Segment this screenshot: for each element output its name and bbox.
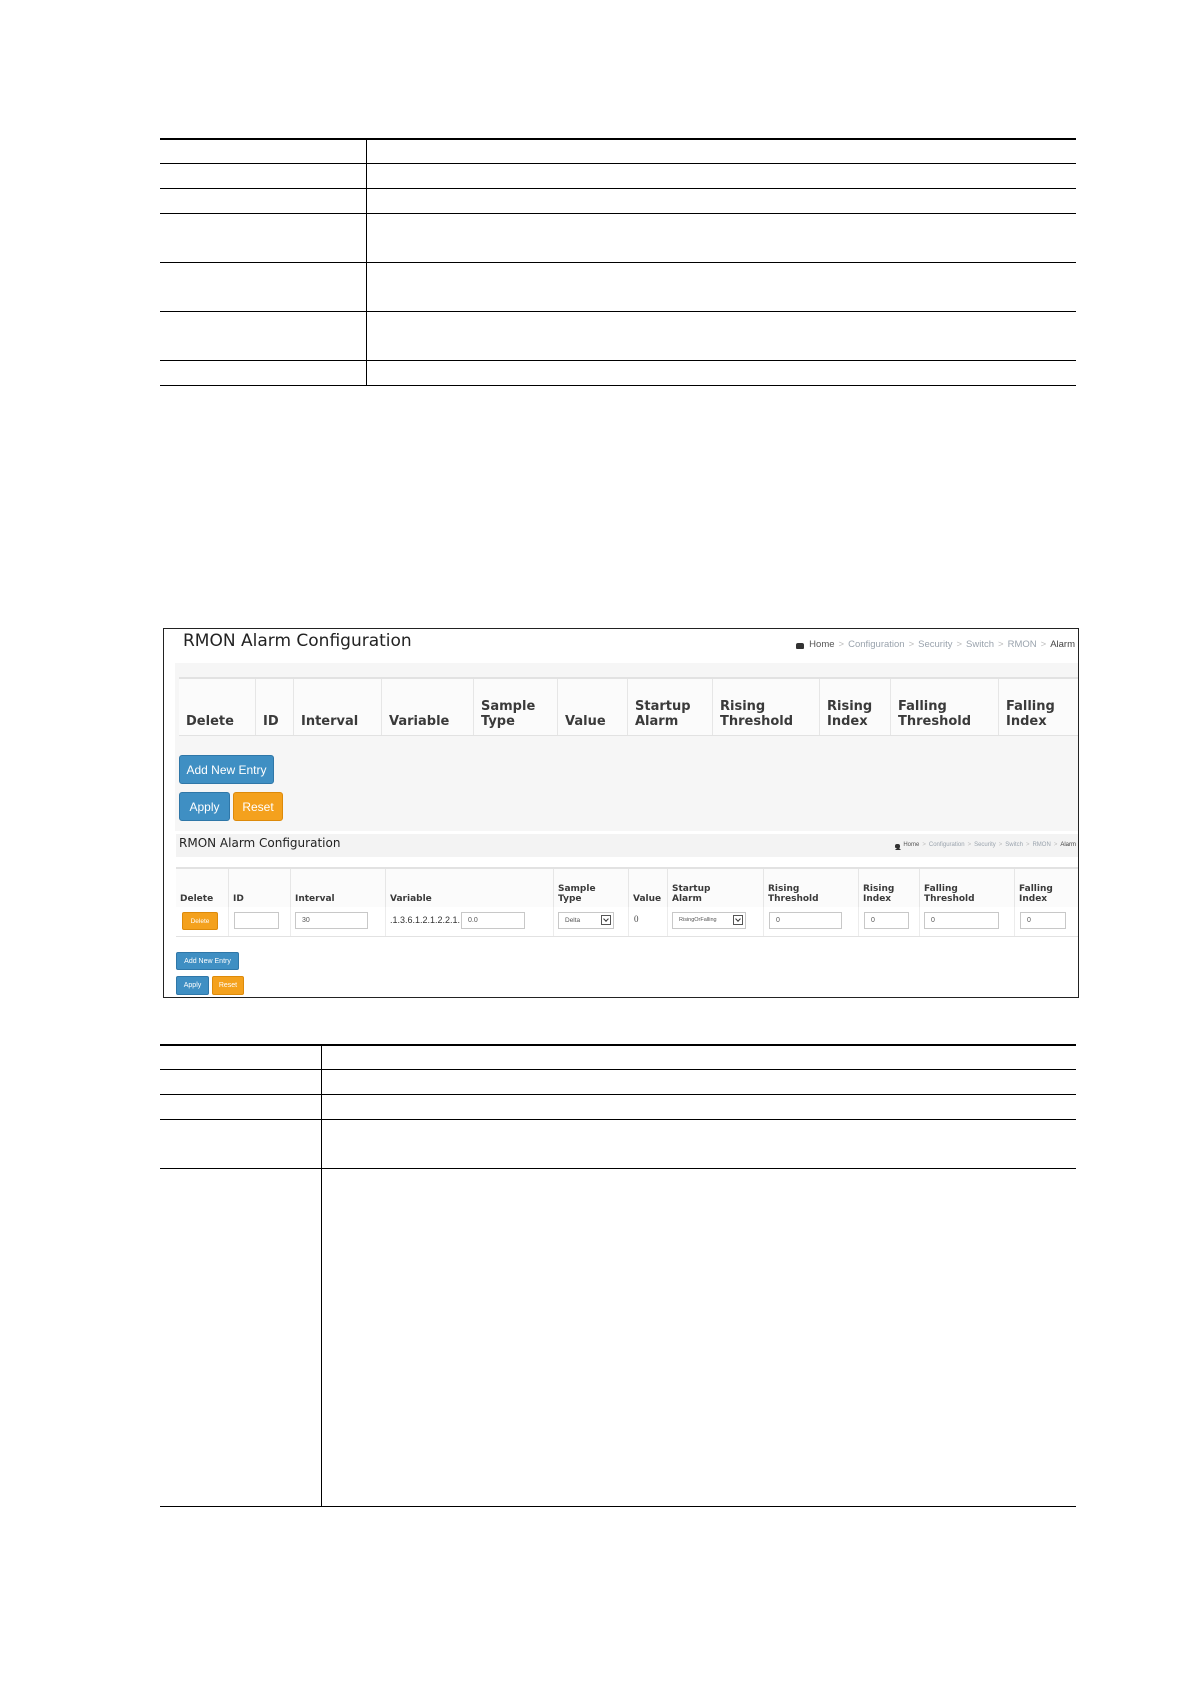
value-text: 0 — [634, 914, 639, 924]
page-title: RMON Alarm Configuration — [179, 836, 341, 850]
cell-rising-threshold — [764, 907, 859, 936]
column-header-id: ID — [256, 679, 294, 735]
home-icon — [796, 643, 804, 649]
cell-value — [629, 907, 668, 936]
page-title: RMON Alarm Configuration — [183, 631, 412, 651]
cell-falling-index — [1015, 907, 1078, 936]
table-rule — [160, 1506, 1076, 1507]
breadcrumb-switch[interactable]: Switch — [966, 639, 995, 650]
breadcrumb-alarm: Alarm — [1050, 639, 1075, 650]
rmon-alarm-section-small — [164, 834, 1078, 997]
rmon-alarm-section-large — [164, 629, 1078, 834]
table-rule — [160, 138, 1076, 140]
alarm-entry-row — [176, 907, 1078, 937]
apply-button[interactable]: Apply — [179, 792, 230, 821]
column-header-interval: Interval — [291, 869, 386, 909]
parameter-table-top — [160, 138, 1076, 386]
column-header-delete: Delete — [176, 869, 229, 909]
table-rule — [160, 1168, 1076, 1169]
add-new-entry-button[interactable]: Add New Entry — [176, 952, 239, 970]
column-header-rising-threshold: Rising Threshold — [764, 869, 859, 909]
column-header-value: Value — [629, 869, 668, 909]
breadcrumb-separator: > — [998, 639, 1004, 650]
table-rule — [160, 360, 1076, 361]
sample-type-value: Delta — [565, 917, 581, 924]
add-new-entry-button[interactable]: Add New Entry — [179, 755, 274, 784]
cell-sample-type — [554, 907, 629, 936]
table-column-divider — [366, 138, 367, 386]
column-header-startup-alarm: Startup Alarm — [668, 869, 764, 909]
alarm-table-header — [176, 867, 1078, 910]
table-rule — [160, 1119, 1076, 1120]
breadcrumb-separator: > — [922, 842, 926, 848]
falling-index-input[interactable]: 0 — [1020, 912, 1066, 929]
cell-id — [229, 907, 291, 936]
column-header-interval: Interval — [294, 679, 382, 735]
column-header-delete: Delete — [179, 679, 256, 735]
breadcrumb-separator: > — [998, 842, 1003, 848]
breadcrumb-separator: > — [1053, 842, 1058, 848]
rising-index-input[interactable]: 0 — [864, 912, 909, 929]
breadcrumb-separator: > — [908, 639, 915, 650]
cell-startup-alarm — [668, 907, 764, 936]
breadcrumb-switch[interactable]: Switch — [1005, 842, 1023, 848]
column-header-rising-index: Rising Index — [820, 679, 891, 735]
table-rule — [160, 385, 1076, 386]
cell-delete — [176, 907, 229, 936]
interval-input[interactable]: 30 — [295, 912, 368, 929]
column-header-variable: Variable — [386, 869, 554, 909]
breadcrumb-separator: > — [1025, 842, 1030, 848]
alarm-table-header — [179, 677, 1078, 736]
breadcrumb-rmon[interactable]: RMON — [1032, 842, 1051, 848]
cell-falling-threshold — [920, 907, 1015, 936]
breadcrumb — [796, 639, 1075, 650]
column-header-id: ID — [229, 869, 291, 909]
breadcrumb — [895, 842, 1076, 848]
startup-alarm-select[interactable] — [672, 912, 746, 929]
cell-rising-index — [859, 907, 920, 936]
table-rule — [160, 188, 1076, 189]
column-header-rising-threshold: Rising Threshold — [713, 679, 820, 735]
breadcrumb-security[interactable]: Security — [918, 639, 953, 650]
table-rule — [160, 1069, 1076, 1070]
column-header-sample-type: Sample Type — [554, 869, 629, 909]
breadcrumb-separator: > — [1040, 639, 1047, 650]
column-header-falling-index: Falling Index — [1006, 699, 1055, 729]
breadcrumb-separator: > — [967, 842, 972, 848]
startup-alarm-value: RisingOrFalling — [679, 917, 717, 923]
sample-type-select[interactable] — [558, 912, 614, 929]
table-rule — [160, 1044, 1076, 1046]
breadcrumb-configuration[interactable]: Configuration — [848, 639, 905, 650]
chevron-down-icon — [601, 915, 611, 925]
cell-variable — [386, 907, 554, 936]
column-header-falling-threshold: Falling Threshold — [891, 679, 999, 735]
column-header-rising-index: Rising Index — [859, 869, 920, 909]
breadcrumb-security[interactable]: Security — [974, 842, 996, 848]
apply-button[interactable]: Apply — [176, 976, 209, 995]
table-rule — [160, 262, 1076, 263]
breadcrumb-alarm: Alarm — [1060, 842, 1076, 848]
table-rule — [160, 311, 1076, 312]
table-rule — [160, 213, 1076, 214]
column-header-falling-index: Falling Index — [1019, 884, 1053, 904]
id-input[interactable] — [234, 912, 279, 929]
parameter-table-bottom — [160, 1044, 1076, 1507]
reset-button[interactable]: Reset — [212, 976, 244, 995]
variable-prefix: .1.3.6.1.2.1.2.2.1. — [390, 915, 461, 925]
column-header-startup-alarm: Startup Alarm — [628, 679, 713, 735]
falling-threshold-input[interactable]: 0 — [924, 912, 999, 929]
column-header-falling-threshold: Falling Threshold — [920, 869, 1015, 909]
cell-interval — [291, 907, 386, 936]
column-header-variable: Variable — [382, 679, 474, 735]
rmon-alarm-screenshot — [163, 628, 1079, 998]
table-column-divider — [321, 1044, 322, 1507]
breadcrumb-home[interactable]: Home — [903, 842, 920, 848]
table-rule — [160, 1094, 1076, 1095]
breadcrumb-rmon[interactable]: RMON — [1007, 639, 1037, 650]
column-header-value: Value — [558, 679, 628, 735]
breadcrumb-separator: > — [956, 639, 963, 650]
table-rule — [160, 163, 1076, 164]
breadcrumb-home[interactable]: Home — [809, 639, 835, 650]
variable-input[interactable]: 0.0 — [461, 912, 525, 929]
rising-threshold-input[interactable]: 0 — [769, 912, 842, 929]
delete-entry-button[interactable]: Delete — [182, 912, 218, 930]
breadcrumb-configuration[interactable]: Configuration — [928, 842, 965, 848]
breadcrumb-separator: > — [838, 639, 845, 650]
home-icon — [895, 844, 900, 848]
chevron-down-icon — [733, 915, 743, 925]
column-header-sample-type: Sample Type — [474, 679, 558, 735]
reset-button[interactable]: Reset — [233, 792, 283, 821]
